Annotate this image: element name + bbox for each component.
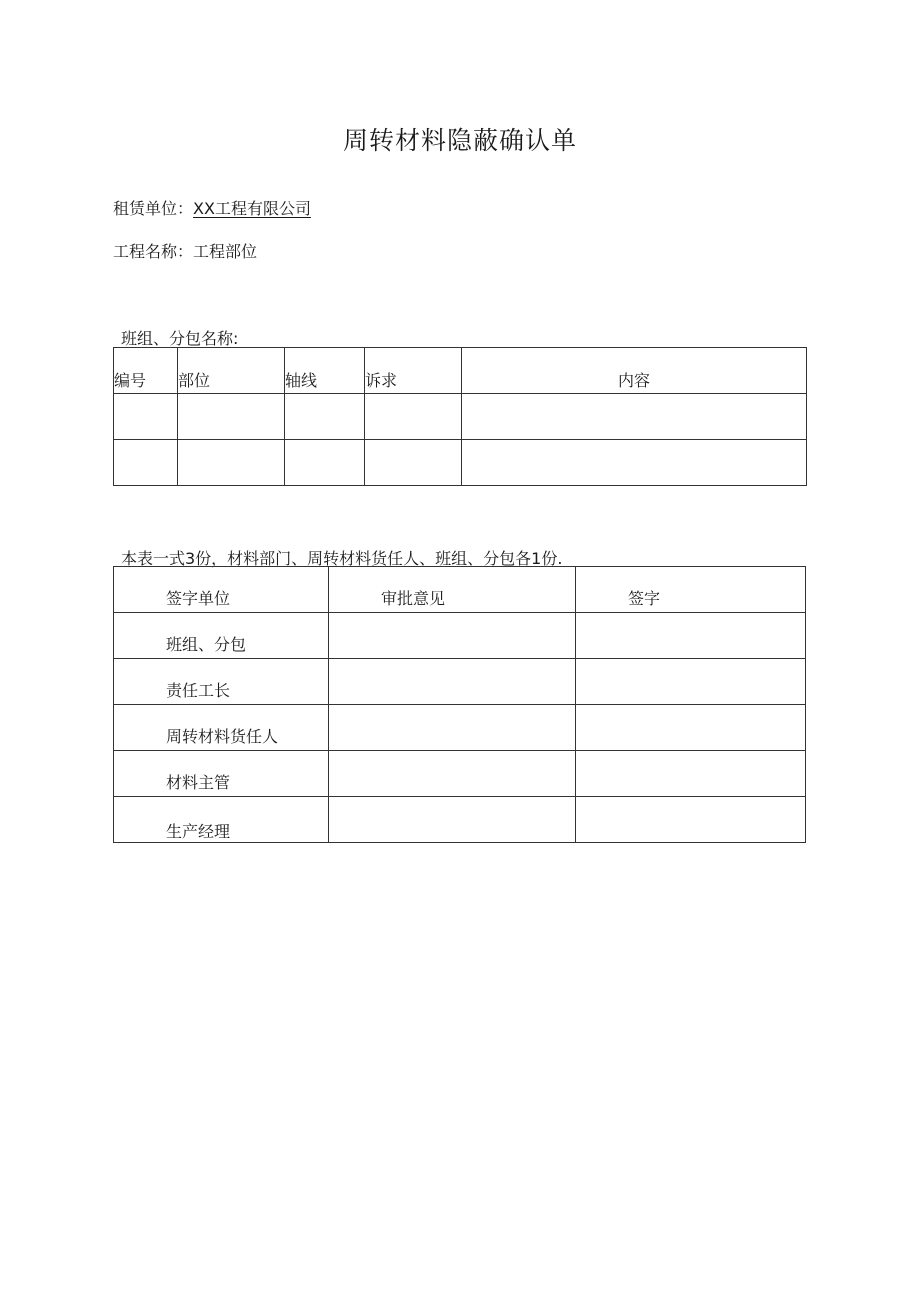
signature-cell[interactable]: [576, 751, 806, 797]
sign-unit-label: 责任工长: [114, 659, 329, 705]
signature-cell[interactable]: [576, 705, 806, 751]
detail-table: [113, 347, 807, 486]
table-cell[interactable]: [114, 440, 178, 486]
lessee-value: XX工程有限公司: [193, 199, 311, 218]
header-cell-request: 诉求: [365, 348, 462, 394]
copies-note: 本表一式3份，材料部门、周转材料货任人、班组、分包各1份.: [121, 549, 563, 568]
sign-table: [113, 566, 806, 843]
header-cell-axis: 轴线: [285, 348, 365, 394]
table-row: [114, 705, 806, 751]
lessee-label: 租赁单位：: [113, 199, 194, 218]
signature-cell[interactable]: [576, 797, 806, 843]
detail-header-row: [114, 348, 807, 394]
page-title: 周转材料隐蔽确认单: [342, 126, 577, 155]
table-cell[interactable]: [365, 440, 462, 486]
table-row: [114, 440, 807, 486]
opinion-cell[interactable]: [329, 751, 576, 797]
header-cell-location: 部位: [178, 348, 285, 394]
sign-unit-label: 班组、分包: [114, 613, 329, 659]
sign-unit-label: 材料主管: [114, 751, 329, 797]
table-row: [114, 659, 806, 705]
table-cell[interactable]: [178, 394, 285, 440]
sign-header-row: [114, 567, 806, 613]
project-label: 工程名称：: [113, 242, 194, 261]
lessee-field: [113, 196, 311, 219]
project-field: [113, 239, 257, 262]
table-cell[interactable]: [178, 440, 285, 486]
header-cell-sign-unit: 签字单位: [114, 567, 329, 613]
opinion-cell[interactable]: [329, 659, 576, 705]
header-cell-number: 编号: [114, 348, 178, 394]
sign-unit-label: 周转材料货任人: [114, 705, 329, 751]
team-label: 班组、分包名称:: [121, 329, 239, 348]
table-cell[interactable]: [462, 440, 807, 486]
table-cell[interactable]: [285, 394, 365, 440]
signature-cell[interactable]: [576, 613, 806, 659]
opinion-cell[interactable]: [329, 613, 576, 659]
table-cell[interactable]: [462, 394, 807, 440]
header-cell-content: 内容: [462, 348, 807, 394]
signature-cell[interactable]: [576, 659, 806, 705]
sign-unit-label: 生产经理: [114, 797, 329, 843]
opinion-cell[interactable]: [329, 797, 576, 843]
opinion-cell[interactable]: [329, 705, 576, 751]
table-row: [114, 751, 806, 797]
project-value: 工程部位: [193, 242, 258, 261]
table-row: [114, 797, 806, 843]
table-row: [114, 394, 807, 440]
table-cell[interactable]: [365, 394, 462, 440]
header-cell-signature: 签字: [576, 567, 806, 613]
table-row: [114, 613, 806, 659]
table-cell[interactable]: [114, 394, 178, 440]
table-cell[interactable]: [285, 440, 365, 486]
header-cell-opinion: 审批意见: [329, 567, 576, 613]
